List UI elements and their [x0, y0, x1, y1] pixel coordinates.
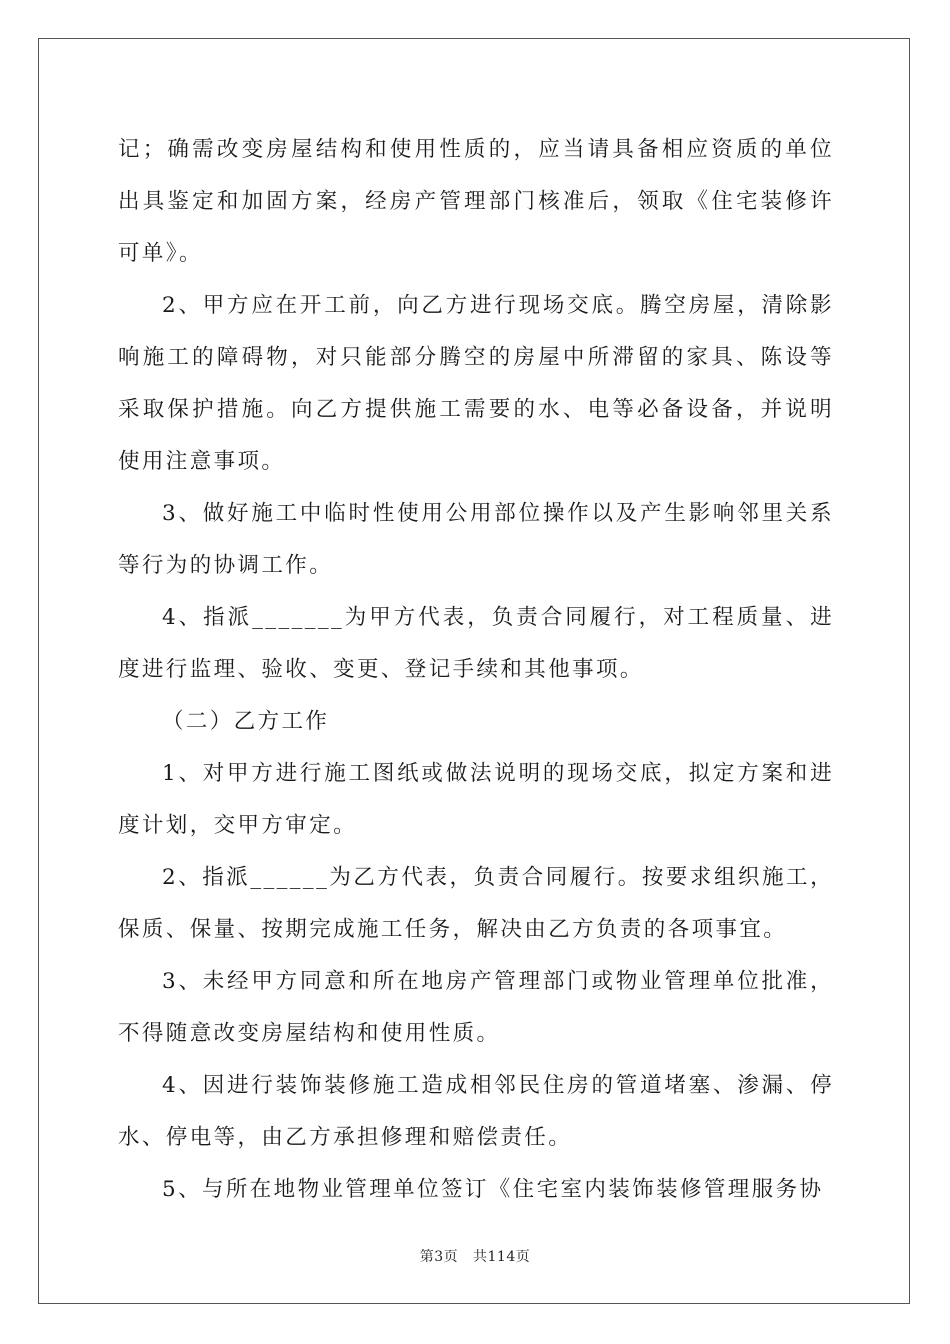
- paragraph-1: 记；确需改变房屋结构和使用性质的，应当请具备相应资质的单位出具鉴定和加固方案，经房产管理部门核准后，领取《住宅装修许可单》。: [118, 137, 834, 266]
- page-number-label: 第3页 共114页: [419, 1249, 531, 1265]
- page-footer: [0, 1246, 950, 1266]
- document-body: [118, 124, 834, 1216]
- paragraph-7: 3、未经甲方同意和所在地房产管理部门或物业管理单位批准，不得随意改变房屋结构和使用性质。: [118, 969, 834, 1046]
- paragraph-9: 5、与所在地物业管理单位签订《住宅室内装饰装修管理服务协: [162, 1177, 824, 1202]
- paragraph-8: 4、因进行装饰装修施工造成相邻民住房的管道堵塞、渗漏、停水、停电等，由乙方承担修理和赔偿责任。: [118, 1073, 834, 1150]
- paragraph-2: 2、甲方应在开工前，向乙方进行现场交底。腾空房屋，清除影响施工的障碍物，对只能部分腾空的房屋中所滞留的家具、陈设等采取保护措施。向乙方提供施工需要的水、电等必备设备，并说明使用注意事项。: [118, 293, 834, 474]
- section-heading-party-b: （二）乙方工作: [162, 709, 330, 734]
- paragraph-4: 4、指派_______为甲方代表，负责合同履行，对工程质量、进度进行监理、验收、变更、登记手续和其他事项。: [118, 605, 834, 682]
- paragraph-6: 2、指派______为乙方代表，负责合同履行。按要求组织施工，保质、保量、按期完成施工任务，解决由乙方负责的各项事宜。: [118, 865, 834, 942]
- paragraph-3: 3、做好施工中临时性使用公用部位操作以及产生影响邻里关系等行为的协调工作。: [118, 501, 834, 578]
- paragraph-5: 1、对甲方进行施工图纸或做法说明的现场交底，拟定方案和进度计划，交甲方审定。: [118, 761, 834, 838]
